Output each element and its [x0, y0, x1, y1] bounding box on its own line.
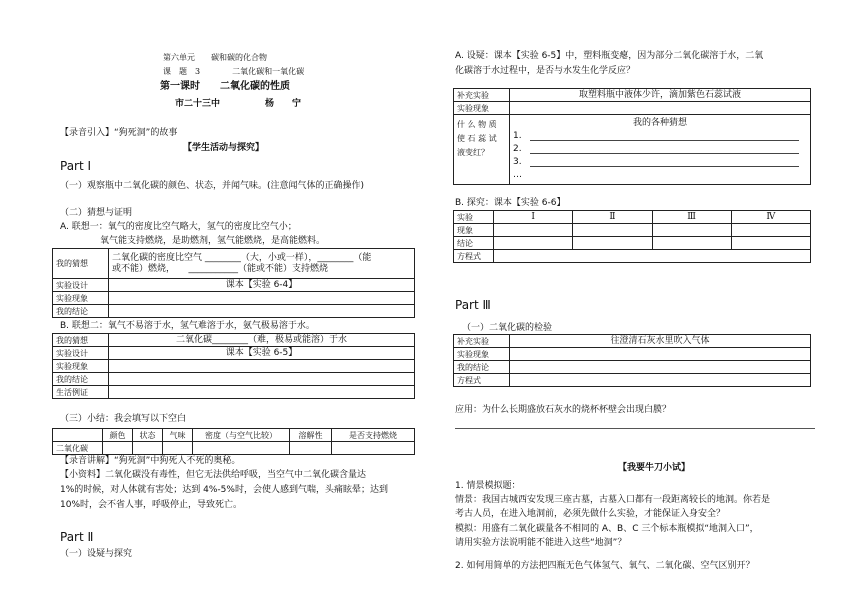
explore-table-e — [453, 210, 811, 263]
table-a-guess-text — [109, 249, 415, 279]
table-a-guess-label: 我的猜想 — [53, 249, 109, 279]
table-f-equation-label: 方程式 — [454, 374, 510, 387]
summary-cell-color[interactable] — [103, 442, 133, 455]
table-a-design-text: 课本【实验 6-4】 — [109, 279, 415, 292]
part3-title: Part Ⅲ — [455, 298, 491, 312]
table-d-phenomenon-label: 实验现象 — [454, 102, 510, 115]
table-f-supplement-label: 补充实验 — [454, 335, 510, 348]
part1-title: Part Ⅰ — [60, 159, 92, 173]
table-f-equation-cell[interactable] — [510, 374, 811, 387]
summary-header-odor: 气味 — [163, 429, 193, 442]
table-d-question-line3: 液变红？ — [457, 148, 489, 157]
table-b-phenomenon-cell[interactable] — [109, 360, 415, 373]
table-e-conclusion-label: 结论 — [454, 237, 494, 250]
test-title: （一）二氧化碳的检验 — [462, 323, 553, 333]
guess-ellipsis: … — [513, 170, 522, 180]
table-a-conclusion-label: 我的结论 — [53, 305, 109, 318]
table-e-cell[interactable] — [731, 224, 810, 237]
author-line: 市二十三中 杨 宁 — [175, 99, 302, 109]
association-b-line: B. 联想二：氧气不易溶于水，氢气难溶于水，氨气极易溶于水。 — [60, 321, 315, 331]
trial-scene-line2: 考古人员，在进入地洞前，必须先做什么实验，才能保证入身安全？ — [455, 509, 726, 519]
table-b-example-cell[interactable] — [109, 386, 415, 399]
answer-line[interactable] — [455, 428, 815, 429]
table-e-cell[interactable] — [573, 237, 652, 250]
topic-title: 课 题 3 二氧化碳和一氧化碳 — [163, 67, 305, 76]
table-f-supplement-text: 往澄清石灰水里吹入气体 — [510, 335, 811, 348]
part2-title: Part Ⅱ — [60, 530, 94, 544]
association-a-line1: A. 联想一：氧气的密度比空气略大，氢气的密度比空气小； — [60, 222, 297, 232]
summary-header-solubility: 溶解性 — [290, 429, 332, 442]
table-b-design-label: 实验设计 — [53, 347, 109, 360]
summary-header-combustion: 是否支持燃烧 — [332, 429, 415, 442]
lesson-title: 第一课时 二氧化碳的性质 — [160, 81, 290, 92]
table-d-supplement-label: 补充实验 — [454, 89, 510, 102]
summary-cell-solubility[interactable] — [290, 442, 332, 455]
activity-title: 【学生活动与探究】 — [183, 143, 265, 153]
trial-simulate-line2: 请用实验方法说明能不能进入这些“地洞”？ — [455, 538, 627, 548]
doubt-title: （一）设疑与探究 — [60, 549, 133, 559]
guess-number-2: 2. — [513, 144, 522, 154]
table-d-question-label — [454, 115, 510, 185]
table-a-phenomenon-cell[interactable] — [109, 292, 415, 305]
note-line2: 1%的时候，对人体就有害处；达到 4%-5%时，会使人感到气喘，头痛眩晕；达到 — [60, 485, 388, 495]
table-e-equation-label: 方程式 — [454, 250, 494, 263]
table-e-header-2: Ⅱ — [573, 211, 652, 224]
table-e-cell[interactable] — [494, 224, 573, 237]
table-a-phenomenon-label: 实验现象 — [53, 292, 109, 305]
summary-cell-combustion[interactable] — [332, 442, 415, 455]
intro-line: 【录音引入】“狗死洞”的故事 — [60, 128, 178, 138]
table-e-cell[interactable] — [494, 237, 573, 250]
table-f-conclusion-cell[interactable] — [510, 361, 811, 374]
table-d-guesses-title: 我的各种猜想 — [632, 118, 687, 128]
table-e-header-3: Ⅲ — [652, 211, 731, 224]
trial-scene-line1: 情景：我国古城西安发现三座古墓，古墓入口都有一段距离较长的地洞。你若是 — [455, 495, 771, 505]
table-b-guess-label: 我的猜想 — [53, 334, 109, 347]
guess-number-3: 3. — [513, 157, 522, 167]
table-f-conclusion-label: 我的结论 — [454, 361, 510, 374]
note-line1: 【小资料】二氧化碳没有毒性，但它无法供给呼吸，当空气中二氧化碳含量达 — [60, 470, 367, 480]
table-a-guess-line1: 二氧化碳的密度比空气 ________（大，小或一样），________（能 — [112, 252, 372, 263]
table-f-phenomenon-cell[interactable] — [510, 348, 811, 361]
table-b-conclusion-cell[interactable] — [109, 373, 415, 386]
summary-table — [52, 428, 415, 455]
association-a-line2: 氧气能支持燃烧，是助燃剂，氢气能燃烧，是高能燃料。 — [100, 236, 326, 246]
table-e-header-1: Ⅰ — [494, 211, 573, 224]
table-d-question-line1: 什 么 物 质 — [457, 120, 497, 129]
table-e-header-experiment: 实验 — [454, 211, 494, 224]
summary-title: （三）小结：我会填写以下空白 — [60, 414, 187, 424]
observe-task: （一）观察瓶中二氧化碳的颜色、状态，并闻气味。(注意闻气体的正确操作) — [60, 181, 365, 191]
summary-cell-odor[interactable] — [163, 442, 193, 455]
table-b-guess-text: 二氧化碳________（难，极易或能溶）于水 — [109, 334, 415, 347]
trial-q1: 1. 情景模拟题： — [455, 481, 521, 491]
table-a-conclusion-cell[interactable] — [109, 305, 415, 318]
table-d-guess-list — [513, 130, 807, 182]
test-table-f — [453, 334, 811, 387]
table-e-cell[interactable] — [731, 237, 810, 250]
guess-item-1[interactable] — [513, 130, 807, 143]
application-question: 应用：为什么长期盛放石灰水的烧杯杯壁会出现白膜？ — [455, 405, 672, 415]
trial-q2: 2. 如何用简单的方法把四瓶无色气体氢气、氧气、二氧化碳、空气区别开？ — [455, 561, 755, 571]
trial-title: 【我要牛刀小试】 — [618, 463, 691, 473]
table-e-equation-cell[interactable] — [494, 250, 811, 263]
guess-title: （二）猜想与证明 — [60, 208, 133, 218]
table-f-phenomenon-label: 实验现象 — [454, 348, 510, 361]
supplement-table-d — [453, 88, 811, 185]
summary-header-color: 颜色 — [103, 429, 133, 442]
table-d-phenomenon-cell[interactable] — [510, 102, 811, 115]
summary-header-state: 状态 — [133, 429, 163, 442]
unit-title: 第六单元 碳和碳的化合物 — [163, 53, 267, 62]
table-b-example-label: 生活例证 — [53, 386, 109, 399]
guess-table-a — [52, 248, 415, 318]
guess-item-2[interactable] — [513, 143, 807, 156]
table-a-guess-line2: 或不能）燃烧， ___________（能或不能）支持燃烧 — [112, 263, 329, 274]
summary-cell-state[interactable] — [133, 442, 163, 455]
summary-row-label: 二氧化碳 — [53, 442, 103, 455]
table-e-cell[interactable] — [652, 237, 731, 250]
guess-item-3[interactable] — [513, 156, 807, 169]
summary-header-blank — [53, 429, 103, 442]
table-e-header-4: Ⅳ — [731, 211, 810, 224]
guess-table-b — [52, 333, 415, 399]
summary-header-density: 密度（与空气比较） — [193, 429, 290, 442]
explain-line: 【录音讲解】“狗死洞”中狗死人不死的奥秘。 — [60, 456, 241, 466]
table-b-conclusion-label: 我的结论 — [53, 373, 109, 386]
summary-cell-density[interactable] — [193, 442, 290, 455]
question-a-line1: A. 设疑：课本【实验 6-5】中，塑料瓶变瘪，因为部分二氧化碳溶于水，二氧 — [455, 51, 764, 61]
guess-number-1: 1. — [513, 131, 522, 141]
table-d-supplement-text: 取塑料瓶中液体少许，滴加紫色石蕊试液 — [510, 89, 811, 102]
table-b-phenomenon-label: 实验现象 — [53, 360, 109, 373]
table-b-design-text: 课本【实验 6-5】 — [109, 347, 415, 360]
table-d-question-line2: 使 石 蕊 试 — [457, 134, 497, 143]
table-a-design-label: 实验设计 — [53, 279, 109, 292]
explore-b-line: B. 探究：课本【实验 6-6】 — [455, 198, 566, 208]
table-e-phenomenon-label: 现象 — [454, 224, 494, 237]
note-line3: 10%时，会不省人事，呼吸停止，导致死亡。 — [60, 500, 243, 510]
trial-simulate-line1: 模拟：用盛有二氧化碳量各不相同的 A、B、C 三个标本瓶模拟“地洞入口”， — [455, 524, 759, 534]
table-e-cell[interactable] — [652, 224, 731, 237]
question-a-line2: 化碳溶于水过程中，是否与水发生化学反应？ — [455, 66, 636, 76]
table-e-cell[interactable] — [573, 224, 652, 237]
table-d-guesses-cell — [510, 115, 811, 185]
